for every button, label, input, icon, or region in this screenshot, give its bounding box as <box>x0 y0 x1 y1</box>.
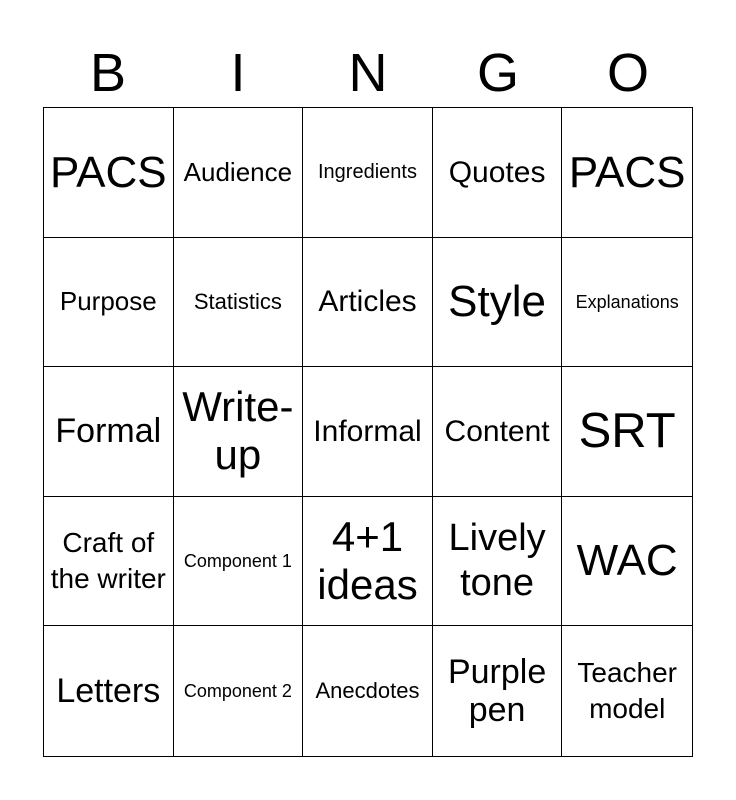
bingo-cell-r1c2[interactable] <box>174 108 304 238</box>
bingo-cell-r4c1[interactable] <box>44 497 174 627</box>
header-letter-i: I <box>230 43 246 103</box>
bingo-cell-r2c3[interactable] <box>303 238 433 368</box>
bingo-cell-r3c3[interactable] <box>303 367 433 497</box>
cell-text: SRT <box>578 403 676 458</box>
cell-text: Anecdotes <box>315 677 420 703</box>
cell-text: Component 2 <box>183 681 292 702</box>
cell-text: Style <box>448 277 546 327</box>
cell-text: Write-up <box>182 383 294 479</box>
bingo-cell-r5c3[interactable] <box>303 626 433 756</box>
bingo-board <box>43 107 693 757</box>
header-letter-o: O <box>606 43 649 103</box>
cell-text: Explanations <box>575 291 679 312</box>
cell-text: WAC <box>576 536 678 586</box>
bingo-cell-r2c1[interactable] <box>44 238 174 368</box>
bingo-cell-r5c2[interactable] <box>174 626 304 756</box>
bingo-cell-r4c2[interactable] <box>174 497 304 627</box>
cell-text: Component 1 <box>183 550 292 571</box>
cell-text: PACS <box>50 147 167 197</box>
bingo-cell-r1c3[interactable] <box>303 108 433 238</box>
cell-text: Craft of the writer <box>50 526 166 595</box>
cell-text: 4+1 ideas <box>317 512 418 609</box>
bingo-cell-r4c3[interactable] <box>303 497 433 627</box>
bingo-cell-r5c1[interactable] <box>44 626 174 756</box>
cell-text: Quotes <box>448 155 546 189</box>
bingo-cell-r3c5[interactable] <box>562 367 692 497</box>
bingo-header <box>43 40 693 106</box>
header-letter-g: G <box>476 43 519 103</box>
cell-text: Audience <box>183 156 293 187</box>
cell-text: Teacher model <box>577 656 677 725</box>
header-letter-n: N <box>348 43 388 103</box>
cell-text: Informal <box>313 414 422 448</box>
cell-text: Purple pen <box>447 653 547 730</box>
bingo-cell-r2c4[interactable] <box>433 238 563 368</box>
bingo-cell-r4c4[interactable] <box>433 497 563 627</box>
bingo-cell-r1c1[interactable] <box>44 108 174 238</box>
cell-text: Content <box>444 414 550 448</box>
bingo-cell-r3c4[interactable] <box>433 367 563 497</box>
cell-text: Letters <box>56 672 161 711</box>
cell-text: Purpose <box>59 286 157 317</box>
bingo-cell-r3c1[interactable] <box>44 367 174 497</box>
cell-text: Lively tone <box>448 516 546 605</box>
cell-text: Articles <box>318 285 417 319</box>
cell-text: Ingredients <box>318 161 417 184</box>
bingo-cell-r1c5[interactable] <box>562 108 692 238</box>
bingo-cell-r2c2[interactable] <box>174 238 304 368</box>
bingo-cell-r1c4[interactable] <box>433 108 563 238</box>
bingo-cell-r3c2[interactable] <box>174 367 304 497</box>
bingo-cell-r2c5[interactable] <box>562 238 692 368</box>
header-letter-b: B <box>89 43 127 103</box>
bingo-cell-r5c5[interactable] <box>562 626 692 756</box>
bingo-cell-r5c4[interactable] <box>433 626 563 756</box>
bingo-cell-r4c5[interactable] <box>562 497 692 627</box>
cell-text: PACS <box>568 147 686 197</box>
cell-text: Formal <box>55 412 162 451</box>
cell-text: Statistics <box>193 288 282 314</box>
